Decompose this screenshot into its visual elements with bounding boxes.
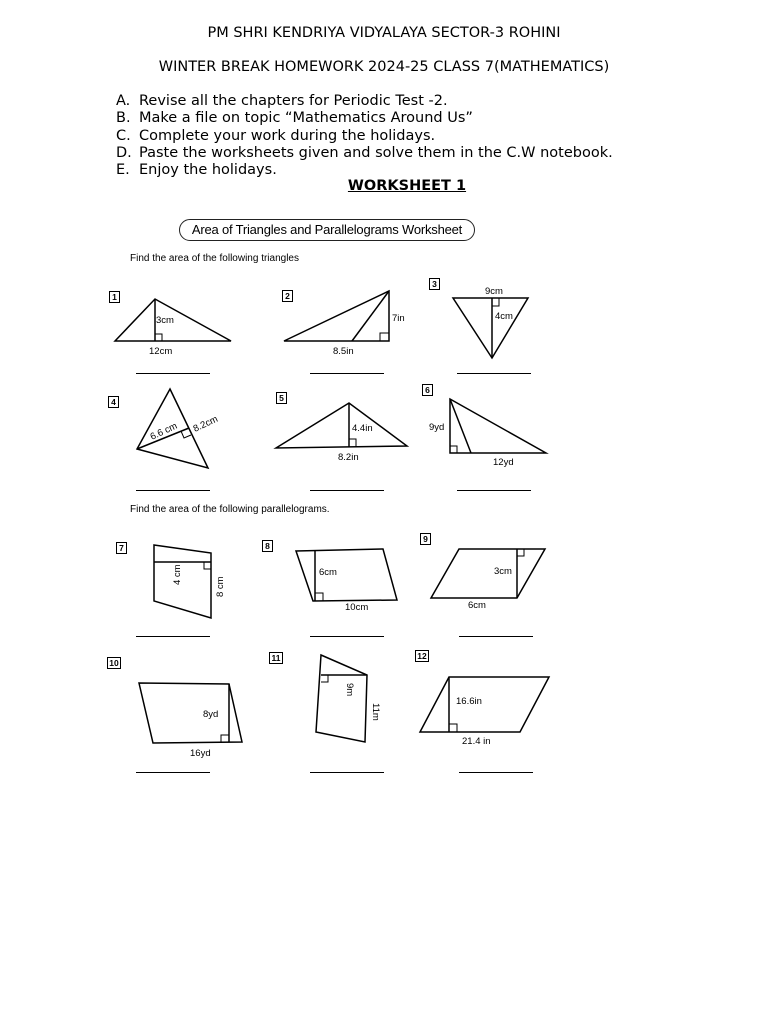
school-name: PM SHRI KENDRIYA VIDYALAYA SECTOR-3 ROHINI [207,25,561,41]
height-label: 4cm [495,311,513,322]
height-label: 3cm [494,566,512,577]
instruction-text: Complete your work during the holidays. [139,127,436,144]
instruction-letter: B. [116,110,131,127]
base-label: 12cm [149,346,173,357]
instruction-letter: D. [116,144,132,161]
triangles-instruction: Find the area of the following triangles [130,253,299,264]
problem-number: 4 [108,396,119,408]
height-label: 3cm [156,315,174,326]
base-label: 6cm [468,600,486,611]
height-label: 4.4in [352,423,373,434]
base-label: 8.2in [338,452,359,463]
base-label: 12yd [493,457,514,468]
triangle-figure-6 [450,399,546,453]
parallelogram-figure-12 [420,677,549,732]
instruction-text: Enjoy the holidays. [139,162,277,179]
instruction-text: Revise all the chapters for Periodic Test -2. [139,93,448,109]
height-label: 6.6 cm [148,420,180,443]
triangle-figure-2 [284,291,389,341]
parallelogram-figure-9 [431,549,545,598]
parallelogram-figure-10 [139,683,242,743]
base-label: 8.5in [333,346,354,357]
base-label: 8.2cm [191,413,220,435]
height-label: 9yd [429,422,445,433]
problem-number: 11 [269,652,283,664]
base-label: 21.4 in [462,736,491,747]
problem-number: 8 [262,540,273,552]
base-label: 16yd [190,748,211,759]
height-label: 16.6in [456,696,482,707]
height-label: 7in [392,313,405,324]
instruction-text: Paste the worksheets given and solve them in the C.W notebook. [139,144,613,161]
parallelogram-figure-11 [316,655,367,742]
instruction-letter: C. [116,127,131,144]
problem-number: 2 [282,290,293,302]
parallelogram-figure-8 [296,549,397,601]
problem-number: 10 [107,657,121,669]
problem-number: 7 [116,542,127,554]
problem-number: 6 [422,384,433,396]
problem-number: 5 [276,392,287,404]
problem-number: 3 [429,278,440,290]
parallelograms-instruction: Find the area of the following parallelograms. [130,504,330,515]
base-label: 10cm [345,602,369,613]
base-label: 11m [370,703,381,721]
base-label: 9cm [485,286,503,297]
problem-number: 1 [109,291,120,303]
instruction-letter: E. [116,162,130,179]
instruction-letter: A. [116,93,131,109]
problem-number: 12 [415,650,429,662]
problem-number: 9 [420,533,431,545]
worksheet-title: WORKSHEET 1 [347,178,467,194]
height-label: 4 cm [172,564,183,585]
base-label: 8 cm [215,576,226,597]
height-label: 9m [344,683,355,697]
worksheet-heading: Area of Triangles and Parallelograms Worksheet [179,219,475,241]
triangle-figure-3 [453,298,528,358]
homework-title: WINTER BREAK HOMEWORK 2024-25 CLASS 7(MATHEMATICS) [158,59,610,75]
triangle-figure-5 [276,403,407,448]
instruction-text: Make a file on topic “Mathematics Around Us” [139,110,473,127]
height-label: 6cm [319,567,337,578]
height-label: 8yd [203,709,219,720]
